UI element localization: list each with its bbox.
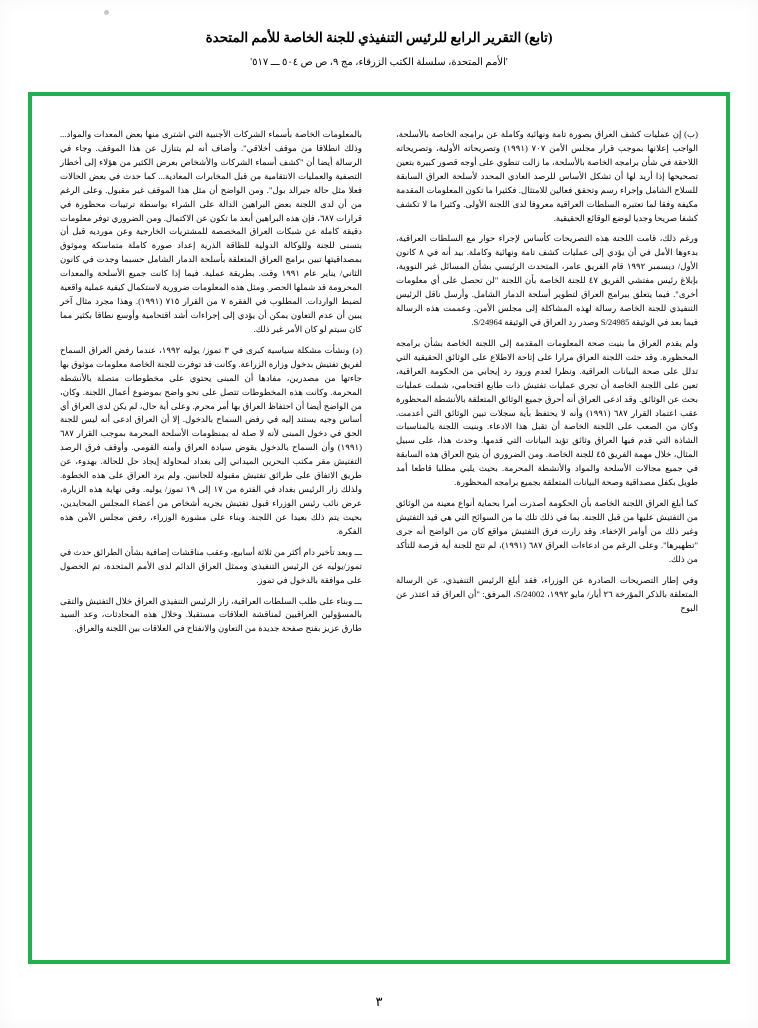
paragraph: وفي إطار التصريحات الصادرة عن الوزراء، فقد أبلغ الرئيس التنفيذي، عن الرسالة المتعلقة بالذكر المؤرخة ٢٦ أيار/ مايو ١٩٩٢، S/24002، المرفق: "أن العراق قد اعتذر عن البوح: [396, 574, 698, 613]
paragraph: (ب) إن عمليات كشف العراق بصورة تامة ونهائية وكاملة عن برامجه الخاصة بالأسلحة، الواجب إعلانها بموجب قرار مجلس الأمن ٧٠٧ (١٩٩١) وتصريحاته الأولية، وتصريحاته اللاحقة في شأن برامجه الخاصة بالأسلحة، ما زالت تنطوي على أوجه قصور كبيرة بتعين تصحيحها إذا أريد لها أن تشكل الأساس للرصد العادي المحدد لأسلحة العراق السابقة للسلاح الشامل وإجراء رسم وتحقق فعالين للامتثال. فكثيرا ما تكون المعلومات المقدمة مكيفة وفقا لما تعتبره السلطات العراقية معروفا لدى اللجنة الأولى. وكثيرا ما لا تكشف كشفا صريحا وجديا لوضع الوقائع الحقيقية.: [396, 129, 698, 223]
page-title: (تابع) التقرير الرابع للرئيس التنفيذي للجنة الخاصة للأمم المتحدة: [205, 30, 553, 45]
column-left: [60, 128, 362, 938]
document-header: [0, 0, 758, 68]
paragraph: ولم يقدم العراق ما بنيت صحة المعلومات المقدمة إلى اللجنة الخاصة بشأن برامجه المحظورة. وقد حثت اللجنة العراق مرارا على إتاحة الاطلاع على الوثائق الحقيقية التي تدلل على صحة البيانات العراقية. ونظرا لعدم ورود رد إيجابي من الحكومة العراقية، تعين على اللجنة الخاصة أن تجري عمليات تفتيش ذات طابع اقتحامي، شملت عمليات بحث عن الوثائق. وقد ادعى العراق أنه أحرق جميع الوثائق المتعلقة بالأنشطة المحظورة عقب اعتماد القرار ٦٨٧ (١٩٩١) وأنه لا يحتفظ بأية سجلات تبين الوثائق التي أعدمت. وكان من الصعب على اللجنة الخاصة أن تقبل هذا الادعاء. وبنيت اللجنة بالمناسبات الشاذة التي قدم فيها العراق وثائق تؤيد البيانات التي قدمها. وحدث هذا، على سبيل المثال، خلال مهمة الفريق ٤٥ للجنة الخاصة. ومن الضروري أن يتيح العراق هذه السابقة في جميع مجالات الأسلحة والمواد والأنشطة المحرمة. بحيث يلبي مطلبا قاطعا أمد طويل بكفل مصداقية وصحة البيانات المتعلقة بجميع برامجه المحظورة.: [396, 337, 699, 488]
columns-container: [60, 128, 698, 938]
paragraph: بالمعلومات الخاصة بأسماء الشركات الأجنبية التي اشترى منها بعض المعدات والمواد... وذلك انطلاقا من موقف أخلاقي". وأضاف أنه لم يتنازل عن هذا الموقف. وجاء في الرسالة أيضا أن "كشف أسماء الشركات والأشخاص بعرض الكثير من هؤلاء إلى أخطار التصفية والعمليات الانتقامية من قبل المخابرات المعادية... كما حدث في بعض الحالات فعلا مثل حالة جيرالد بول". ومن الواضح أن مثل هذا الموقف غير مقبول. وعلى الرغم من أن لدى اللجنة بعض البراهين الدالة على الشراء بواسطة ترتيبات محظورة في قرارات ٦٨٧، فإن هذه البراهين أبعد ما تكون عن الاكتمال. ومن الضروري توفر معلومات دقيقة كاملة عن شبكات العراق المخصصة للمشتريات الخارجية وعن مورديه قبل أن بتسنى للجنة وللوكالة الدولية للطاقة الذرية إعداد صورة كاملة متماسكة وموثوق بمصداقيتها تبين برامج العراق المتعلقة بأسلحة الدمار الشامل حسبما وجدت في كانون الثاني/ يناير عام ١٩٩١ وقت. بطريقة عملية. فيما إذا كانت جميع الأسلحة والمعدات المحرومة قد شملها الحصر. ومثل هذه المعلومات ضرورية لاستكمال كيفية عملية واقعية لضبط الواردات. المطلوب في الفقرة ٧ من القرار ٧١٥ (١٩٩١). وهذا مجرد مثال آخر يبين أن عدم التعاون يمكن أن يؤدي إلى إجراءات أشد اقتحامية وأوسع نطاقا بكثير مما كان سيتم لو كان الأمر غير ذلك.: [60, 129, 363, 334]
paragraph: كما أبلغ العراق اللجنة الخاصة بأن الحكومة أصدرت أمرا بحماية أنواع معينة من الوثائق من التفتيش عليها من قبل اللجنة. بما في ذلك تلك ما من السوائح التي هي قيد التفتيش وغير ذلك من أوامر الإخفاء. وقد زارت فرق التفتيش مواقع كان من الواضح أنه جرى "تطهيرها". وعلى الرغم من ادعاءات العراق ٦٨٧ (١٩٩١)، لم تتح للجنة أية فرصة للتأكد من ذلك.: [396, 498, 698, 564]
paragraph: ـــ وبناء على طلب السلطات العراقية، زار الرئيس التنفيذي العراق خلال التفتيش والتقى بالمسؤولين العراقيين لمناقشة العلاقات مستقبلا. وخلال هذه المحادثات، وعد السيد طارق عزيز بفتح صفحة جديدة من التعاون والانفتاح في العلاقات بين اللجنة والعراق.: [60, 595, 362, 634]
page-number: ٣: [375, 994, 383, 1009]
paragraph: ورغم ذلك، قامت اللجنة هذه التصريحات كأساس لإجراء حوار مع السلطات العراقية، بدءوها الأمل في أن يؤدي إلى عمليات كشف تامة ونهائية وكاملة. بيد أنه في ٨ كانون الأول/ ديسمبر ١٩٩٢ قام الفريق عامر، المتحدث الرئيسي بشأن المسائل غير النووية، بإبلاغ رئيس مفتشي الفريق ٤٧ للجنة الخاصة بأن اللجنة "لن تحصل على أي معلومات أخرى". فيما يتعلق ببرامج العراق لتطوير أسلحة الدمار الشامل. وأرسل ناقل الرئيس التنفيذي للجنة الخاصة رسالة لهذه المشاكلة إلى مجلس الأمن. وعممت هذه الرسالة فيما بعد في الوثيقة S/24985 وصدر رد العراق في الوثيقة S/24964.: [396, 233, 698, 327]
paragraph: ـــ وبعد تأخير دام أكثر من ثلاثة أسابيع، وعقب مناقشات إضافية بشأن الطرائق حدث في تموز/يوليه عن الرئيس التنفيذي وممثل العراق الدائم لدى الأمم المتحدة، تم الحصول على موافقة بالدخول في تموز.: [60, 546, 362, 585]
paragraph: (د) ونشأت مشكلة سياسية كبرى في ٣ تموز/ يوليه ١٩٩٢، عندما رفض العراق السماح لفريق تفتيش بدخول وزارة الزراعة. وكانت قد توفرت للجنة الخاصة معلومات موثوق بها جاءتها من مصدرين، مفادها أن المبنى يحتوي على مخطوطات متصلة بالأنشطة المحرمة. وكانت هذه المخطوطات تتصل على نحو واضح بموضوع أعمال اللجنة. وكان، من الواضح أيضا أن احتفاظ العراق بها أمر محرم. وعلى أية حال، لم يكن لدى العراق أي أساس وجيه يستند إليه في رفض السماح بالدخول. إلا أن العراق ادعى أنه ليس للجنة الحق في دخول المبنى لأنه لا صلة له بمنظومات الأسلحة المحرمة بموجب القرار ٦٨٧ (١٩٩١) وأن السماح بالدخول يقوض سيادة العراق وأمنه القومي. وأوقف فرق الرصد التفتيش مقر مكتب البحرين الميداني إلى بغداد لمحاولة إيجاد حل للحالة. بهدوء، عن طريق الاتفاق على طرائق تفتيش مقبولة للجانبين. ولم يرد العراق على هذه الخطوة. ولذلك زار الرئيس بغداد في الفترة من ١٧ إلى ١٩ تموز/ يوليه. وفي نهاية هذه الزيارة، عرض نائب رئيس الوزراء قبول تفتيش يجريه أشخاص من أعضاء المجلس المحايدين، بحيث يتم ذلك بعيدا عن اللجنة. وبناء على مشورة الوزراء، رفض مجلس الأمن هذه الفكرة.: [60, 344, 362, 536]
column-right: [396, 128, 698, 938]
content-frame: [28, 92, 730, 964]
scan-artifact-dot: [104, 10, 109, 15]
page-subtitle: 'الأمم المتحدة، سلسلة الكتب الزرقاء، مج ٩، ص ص ٥٠٤ ـــ ٥١٧': [250, 57, 508, 69]
